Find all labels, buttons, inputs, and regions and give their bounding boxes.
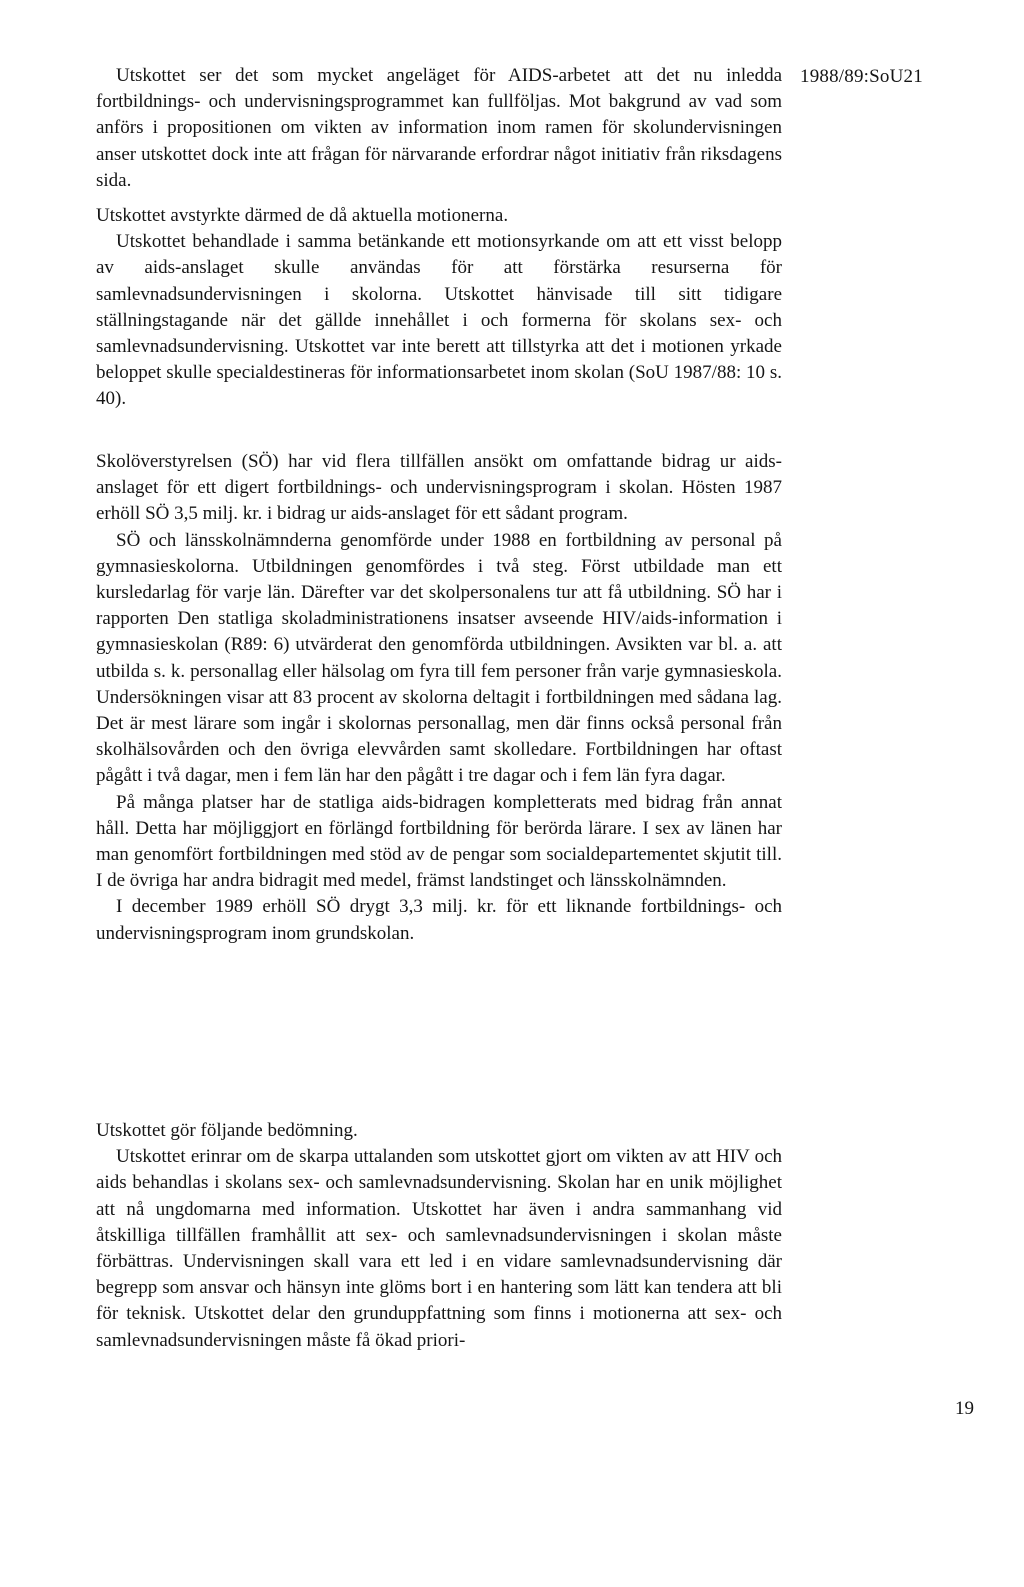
section-heading: Utskottet gör följande bedömning. bbox=[96, 1120, 358, 1141]
page-number: 19 bbox=[955, 1398, 974, 1419]
text-block-so-program bbox=[96, 449, 782, 947]
paragraph: Utskottet behandlade i samma betänkande ett motionsyrkande om att ett visst belopp av aids-anslaget skulle användas för att förstärka resurserna för samlevnadsundervisningen i skolorna. Utskottet hänvisade till sitt tidigare ställningstagande när det gällde innehållet i och formerna för skolans sex- och samlevnadsundervisning. Utskottet var inte berett att tillstyrka att det i motionen yrkade beloppet skulle specialdestineras för informationsarbetet inom skolan (SoU 1987/88: 10 s. 40). bbox=[96, 231, 782, 410]
paragraph: SÖ och länsskolnämnderna genomförde under 1988 en fortbildning av personal på gymnasieskolorna. Utbildningen genomfördes i två steg. Först utbildade man ett kursledarlag för varje län. Därefter var det skolpersonalens tur att få utbildning. SÖ har i rapporten Den statliga skoladministrationens insatser avseende HIV/aids-information i gymnasieskolan (R89: 6) utvärderat den genomförda utbildningen. Avsikten var bl. a. att utbilda s. k. personallag eller hälsolag om fyra till fem personer från varje gymnasieskola. Undersökningen visar att 83 procent av skolorna deltagit i fortbildningen med sådana lag. Det är mest lärare som ingår i skolornas personallag, men där finns också personal från skolhälsovården och den övriga elevvården samt skolledare. Fortbildningen har oftast pågått i två dagar, men i fem län har den pågått i tre dagar och i fem län fyra dagar. bbox=[96, 529, 782, 787]
paragraph: På många platser har de statliga aids-bidragen kompletterats med bidrag från annat håll. Detta har möjliggjort en förlängd fortbildning för berörda lärare. I sex av länen har man genomfört fortbildningen med stöd av de pengar som socialdepartementet skjutit till. I de övriga har andra bidragit med medel, främst landstinget och länsskolnämnden. bbox=[96, 791, 782, 892]
text-block-earlier-decision bbox=[96, 203, 782, 413]
document-id: 1988/89:SoU21 bbox=[800, 66, 923, 87]
paragraph: Skolöverstyrelsen (SÖ) har vid flera tillfällen ansökt om omfattande bidrag ur aids-anslaget för ett digert fortbildnings- och undervisningsprogram i skolan. Hösten 1987 erhöll SÖ 3,5 milj. kr. i bidrag ur aids-anslaget för ett sådant program. bbox=[96, 451, 782, 525]
text-block-assessment bbox=[96, 1118, 782, 1354]
text-block-quoted-position bbox=[96, 63, 782, 194]
paragraph: Utskottet avstyrkte därmed de då aktuella motionerna. bbox=[96, 205, 509, 226]
paragraph: I december 1989 erhöll SÖ drygt 3,3 milj. kr. för ett liknande fortbildnings- och undervisningsprogram inom grundskolan. bbox=[96, 896, 782, 944]
paragraph: Utskottet ser det som mycket angeläget för AIDS-arbetet att det nu inledda fortbildnings- och undervisningsprogrammet kan fullföljas. Mot bakgrund av vad som anförs i propositionen om vikten av information inom ramen för skolundervisningen anser utskottet dock inte att frågan för närvarande erfordrar något initiativ från riksdagens sida. bbox=[96, 65, 782, 191]
paragraph: Utskottet erinrar om de skarpa uttalanden som utskottet gjort om vikten av att HIV och aids behandlas i skolans sex- och samlevnadsundervisning. Skolan har en unik möjlighet att nå ungdomarna med information. Utskottet har även i andra sammanhang vid åtskilliga tillfällen framhållit att sex- och samlevnadsundervisningen i skolan måste förbättras. Undervisningen skall vara ett led i en vidare samlevnadsundervisning där begrepp som ansvar och hänsyn inte glöms bort i en hantering som lätt kan tendera att bli för teknisk. Utskottet delar den grunduppfattning som finns i motionerna att sex- och samlevnadsundervisningen måste få ökad priori- bbox=[96, 1146, 782, 1351]
